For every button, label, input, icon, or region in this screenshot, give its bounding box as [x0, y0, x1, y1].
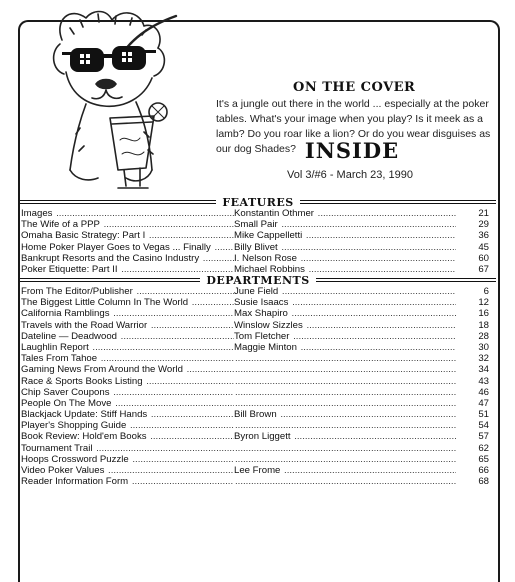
toc-page: 45	[478, 241, 489, 253]
toc-row[interactable]	[21, 398, 495, 409]
departments-title: DEPARTMENTS	[206, 273, 310, 287]
toc-page: 43	[478, 375, 489, 387]
toc-title: Dateline — Deadwood	[21, 330, 117, 342]
toc-page: 34	[478, 364, 489, 376]
cover-description: It's a jungle out there in the world ... especially at the poker tables. What's your image when you play? Is it meek as a lamb? Do you roar like a lion? Or do you wear disguises as our dog Shades?	[216, 98, 491, 155]
toc-page: 68	[478, 476, 489, 488]
toc-author: Max Shapiro	[234, 308, 288, 320]
toc-title: From The Editor/Publisher	[21, 286, 133, 297]
toc-row[interactable]	[21, 219, 495, 230]
toc-row[interactable]	[21, 465, 495, 476]
header-rule	[20, 278, 200, 282]
toc-author: Bill Brown	[234, 409, 277, 421]
toc-row[interactable]	[21, 443, 495, 454]
toc-row[interactable]	[21, 297, 495, 308]
toc-author	[234, 476, 235, 487]
toc-title: Laughlin Report	[21, 341, 89, 353]
toc-author	[234, 454, 235, 465]
toc-page: 57	[478, 431, 489, 443]
toc-row[interactable]	[21, 331, 495, 342]
toc-author: Small Pair	[234, 219, 278, 231]
toc-title: Tales From Tahoe	[21, 353, 98, 365]
toc-author	[234, 398, 235, 409]
toc-author: Konstantin Othmer	[234, 208, 314, 219]
toc-title: Bankrupt Resorts and the Casino Industry	[21, 252, 200, 264]
toc-title: Reader Information Form	[21, 476, 129, 488]
toc-title: People On The Move	[21, 397, 112, 409]
departments-list	[21, 286, 495, 487]
features-title: FEATURES	[222, 195, 294, 209]
toc-row[interactable]	[21, 286, 495, 297]
toc-row[interactable]	[21, 387, 495, 398]
toc-page: 46	[478, 386, 489, 398]
toc-title: Video Poker Values	[21, 465, 105, 476]
toc-row[interactable]	[21, 376, 495, 387]
toc-page: 62	[478, 442, 489, 454]
toc-title: The Wife of a PPP	[21, 219, 100, 231]
toc-row[interactable]	[21, 420, 495, 431]
toc-title: Race & Sports Books Listing	[21, 375, 143, 387]
toc-page: 51	[478, 409, 489, 421]
toc-author: I. Nelson Rose	[234, 252, 297, 264]
toc-title: Chip Saver Coupons	[21, 386, 110, 398]
toc-author: Winslow Sizzles	[234, 319, 303, 331]
toc-page: 36	[478, 230, 489, 242]
toc-author	[234, 443, 235, 454]
toc-page: 6	[483, 286, 489, 297]
toc-row[interactable]	[21, 431, 495, 442]
toc-author: Mike Cappelletti	[234, 230, 303, 242]
toc-author: Maggie Minton	[234, 341, 297, 353]
toc-author	[234, 420, 235, 431]
toc-row[interactable]	[21, 320, 495, 331]
cover-title: ON THE COVER	[293, 80, 416, 95]
toc-author: Michael Robbins	[234, 263, 305, 275]
toc-row[interactable]	[21, 208, 495, 219]
toc-title: Home Poker Player Goes to Vegas ... Finally	[21, 241, 211, 253]
toc-page: 66	[478, 465, 489, 476]
toc-page: 16	[478, 308, 489, 320]
toc-author	[234, 376, 235, 387]
toc-page: 30	[478, 341, 489, 353]
toc-row[interactable]	[21, 230, 495, 241]
toc-title: The Biggest Little Column In The World	[21, 297, 189, 309]
toc-author	[234, 387, 235, 398]
header-rule	[20, 200, 216, 204]
toc-row[interactable]	[21, 409, 495, 420]
toc-row[interactable]	[21, 476, 495, 487]
toc-title: Tournament Trail	[21, 442, 93, 454]
toc-author	[234, 364, 235, 375]
toc-title: Player's Shopping Guide	[21, 420, 127, 432]
toc-row[interactable]	[21, 308, 495, 319]
toc-title: Images	[21, 208, 53, 219]
departments-header	[20, 275, 496, 285]
toc-title: Blackjack Update: Stiff Hands	[21, 409, 148, 421]
features-header	[20, 197, 496, 207]
toc-page: 12	[478, 297, 489, 309]
toc-title: Omaha Basic Strategy: Part I	[21, 230, 146, 242]
toc-title: Book Review: Hold'em Books	[21, 431, 147, 443]
toc-title: Gaming News From Around the World	[21, 364, 183, 376]
toc-page: 21	[478, 208, 489, 219]
toc-page: 47	[478, 397, 489, 409]
toc-page: 29	[478, 219, 489, 231]
toc-row[interactable]	[21, 242, 495, 253]
issue-line: Vol 3/#6 - March 23, 1990	[287, 169, 413, 181]
toc-page: 67	[478, 263, 489, 275]
toc-row[interactable]	[21, 353, 495, 364]
toc-row[interactable]	[21, 364, 495, 375]
toc-row[interactable]	[21, 454, 495, 465]
toc-author: Tom Fletcher	[234, 330, 290, 342]
toc-title: Hoops Crossword Puzzle	[21, 453, 129, 465]
inside-title: INSIDE	[304, 138, 400, 163]
toc-page: 18	[478, 319, 489, 331]
toc-title: Travels with the Road Warrior	[21, 319, 148, 331]
toc-page: 32	[478, 353, 489, 365]
toc-page: 54	[478, 420, 489, 432]
dog-shades-illustration	[40, 0, 190, 192]
toc-title: California Ramblings	[21, 308, 110, 320]
toc-title: Poker Etiquette: Part II	[21, 263, 118, 275]
toc-author: Billy Blivet	[234, 241, 278, 253]
header-rule	[300, 200, 496, 204]
toc-page: 65	[478, 453, 489, 465]
toc-author: Byron Liggett	[234, 431, 291, 443]
toc-author: Susie Isaacs	[234, 297, 289, 309]
toc-author	[234, 353, 235, 364]
toc-row[interactable]	[21, 342, 495, 353]
toc-author: June Field	[234, 286, 279, 297]
features-list	[21, 208, 495, 275]
toc-page: 28	[478, 330, 489, 342]
header-rule	[316, 278, 496, 282]
toc-page: 60	[478, 252, 489, 264]
toc-author: Lee Frome	[234, 465, 281, 476]
toc-row[interactable]	[21, 253, 495, 264]
